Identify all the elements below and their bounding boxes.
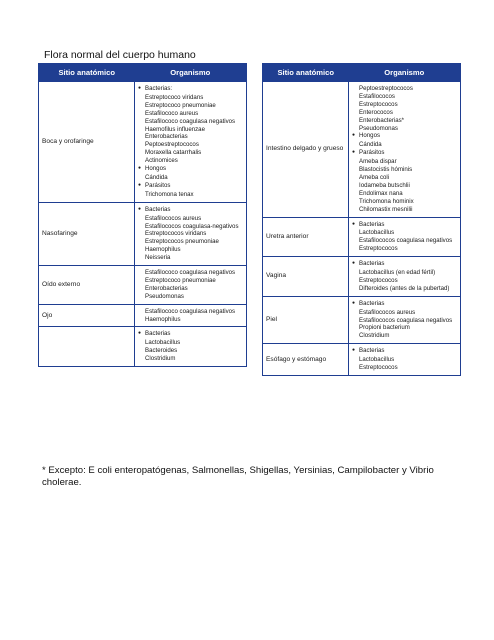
organism-cell (135, 202, 247, 265)
organism-list (359, 221, 460, 254)
organism-item: Estreptococos (359, 364, 398, 372)
table-row (263, 217, 461, 257)
organism-item: Haemophilus (145, 246, 181, 254)
table-row (39, 202, 247, 265)
organism-item: Enterobacterias* (359, 116, 405, 124)
organism-item: Clostridium (145, 355, 176, 363)
organism-item: Blastocistis hóminis (359, 166, 413, 174)
organism-item: Enterobacterias (145, 284, 188, 292)
organism-item: Difteroides (antes de la pubertad) (359, 284, 450, 292)
organism-group-item: ● Hongos (145, 165, 246, 174)
anatomic-site-cell: Nasofaringe (39, 202, 135, 265)
organism-item: Estafilococos coagulasa-negativos (145, 222, 239, 230)
organism-cell (349, 344, 461, 376)
organism-cell (349, 217, 461, 257)
table-body-left (39, 82, 247, 367)
organism-item: Estafilococo aureus (145, 109, 199, 117)
organism-group-item: ● Parásitos (145, 182, 246, 191)
organism-item: Estafilococo coagulasa negativos (145, 307, 236, 315)
table-header-row (39, 64, 247, 82)
organism-item: Haemofilus influenzae (145, 125, 205, 133)
organism-group-item: ● Bacterias (145, 206, 246, 215)
organism-item: Estreptococo pneumoniae (145, 101, 216, 109)
organism-list (359, 260, 460, 293)
header-site: Sitio anatómico (39, 64, 135, 82)
organism-item: Peptoestreptococos (359, 85, 413, 92)
anatomic-site-cell: Vagina (263, 257, 349, 297)
organism-item: Estreptococos viridans (145, 230, 207, 238)
organism-cell (349, 257, 461, 297)
organism-list (145, 206, 246, 262)
organism-list (145, 269, 246, 301)
organism-item: Moraxella catarrhalis (145, 149, 202, 157)
organism-group-item: ● Parásitos (359, 149, 460, 158)
organism-item: Lactobacillus (359, 229, 395, 237)
anatomic-site-cell: Ojo (39, 304, 135, 327)
organism-group-item: ● Bacterias (359, 221, 460, 230)
organism-list (145, 308, 246, 324)
organism-item: Estafilococos aureus (145, 214, 202, 222)
organism-group-item: ● Bacterias (145, 330, 246, 339)
organism-item: Estafilococo coagulasa negativos (145, 269, 236, 277)
organism-item: Cándida (359, 141, 382, 149)
organism-list (359, 300, 460, 341)
organism-item: Propioni bacterium (359, 324, 410, 332)
organism-item: Bacteroides (145, 347, 178, 355)
anatomic-site-cell: Boca y orofaringe (39, 82, 135, 203)
organism-list (359, 85, 460, 214)
anatomic-site-cell: Esófago y estómago (263, 344, 349, 376)
organism-item: Actinomices (145, 157, 178, 165)
organism-item: Neisseria (145, 254, 171, 262)
anatomic-site-cell: Uretra anterior (263, 217, 349, 257)
organism-list (145, 85, 246, 199)
table-row (39, 82, 247, 203)
organism-item: Estreptococo pneumoniae (145, 276, 216, 284)
page-title: Flora normal del cuerpo humano (44, 49, 196, 61)
organism-item: Pseudomonas (359, 124, 398, 132)
organism-item: Endolimax nana (359, 189, 403, 197)
organism-item: Estafilococos aureus (359, 308, 416, 316)
organism-item: Ameba coli (359, 173, 390, 181)
organism-item: Lactobacillus (145, 339, 181, 347)
organism-item: Estreptococos pneumoniae (145, 238, 219, 246)
header-organism: Organismo (135, 64, 247, 82)
organism-item: Estafilococos coagulasa negativos (359, 237, 453, 245)
organism-item: Chilomastix mesnilii (359, 205, 413, 213)
organism-item: Enterobacterias (145, 133, 188, 141)
organism-item: Trichomona tenax (145, 190, 194, 198)
table-body-right (263, 82, 461, 376)
table-row (263, 296, 461, 344)
organism-list (145, 330, 246, 363)
organism-group-item: ● Bacterias (359, 347, 460, 356)
table-row (39, 266, 247, 305)
organism-item: Estreptococos (359, 100, 398, 108)
organism-cell (349, 82, 461, 218)
organism-item: Ameba dispar (359, 158, 397, 166)
organism-group-item: ● Bacterias (359, 300, 460, 309)
organism-cell (135, 327, 247, 367)
table-row (39, 327, 247, 367)
anatomic-site-cell: Piel (263, 296, 349, 344)
table-row (263, 344, 461, 376)
organism-item: Estafilococo coagulasa negativos (145, 117, 236, 125)
table-row (39, 304, 247, 327)
organism-item: Lactobacillus (en edad fértil) (359, 269, 436, 277)
organism-group-item: ● Hongos (359, 132, 460, 141)
table-row (263, 82, 461, 218)
table-row (263, 257, 461, 297)
organism-group-item: ● Bacterias (359, 260, 460, 269)
organism-item: Clostridium (359, 332, 390, 340)
header-site: Sitio anatómico (263, 64, 349, 82)
organism-item: Trichomona hominix (359, 197, 414, 205)
organism-item: Estreptococos (359, 245, 398, 253)
organism-item: Peptoestreptococos (145, 141, 199, 149)
organism-cell (135, 266, 247, 305)
organism-item: Enterococos (359, 108, 393, 116)
organism-cell (349, 296, 461, 344)
organism-item: Lactobacillus (359, 356, 395, 364)
organism-group-item: ● Bacterias: (145, 85, 246, 94)
header-organism: Organismo (349, 64, 461, 82)
organism-cell (135, 82, 247, 203)
footnote: * Excepto: E coli enteropatógenas, Salmonellas, Shigellas, Yersinias, Campilobacter y Vibrio cholerae. (42, 465, 434, 488)
organism-item: Estreptococos (359, 276, 398, 284)
organism-item: Haemophilus (145, 315, 181, 323)
anatomic-site-cell: Oído externo (39, 266, 135, 305)
flora-table-left (38, 63, 247, 367)
organism-item: Iodameba butschlii (359, 181, 410, 189)
organism-cell (135, 304, 247, 327)
organism-item: Cándida (145, 173, 168, 181)
anatomic-site-cell (39, 327, 135, 367)
organism-list (359, 347, 460, 372)
organism-item: Estreptococo viridans (145, 93, 204, 101)
organism-item: Estafilococos coagulasa negativos (359, 316, 453, 324)
flora-table-right (262, 63, 461, 376)
anatomic-site-cell: Intestino delgado y grueso (263, 82, 349, 218)
organism-item: Pseudomonas (145, 292, 184, 300)
organism-item: Estafilococos (359, 92, 395, 100)
table-header-row (263, 64, 461, 82)
